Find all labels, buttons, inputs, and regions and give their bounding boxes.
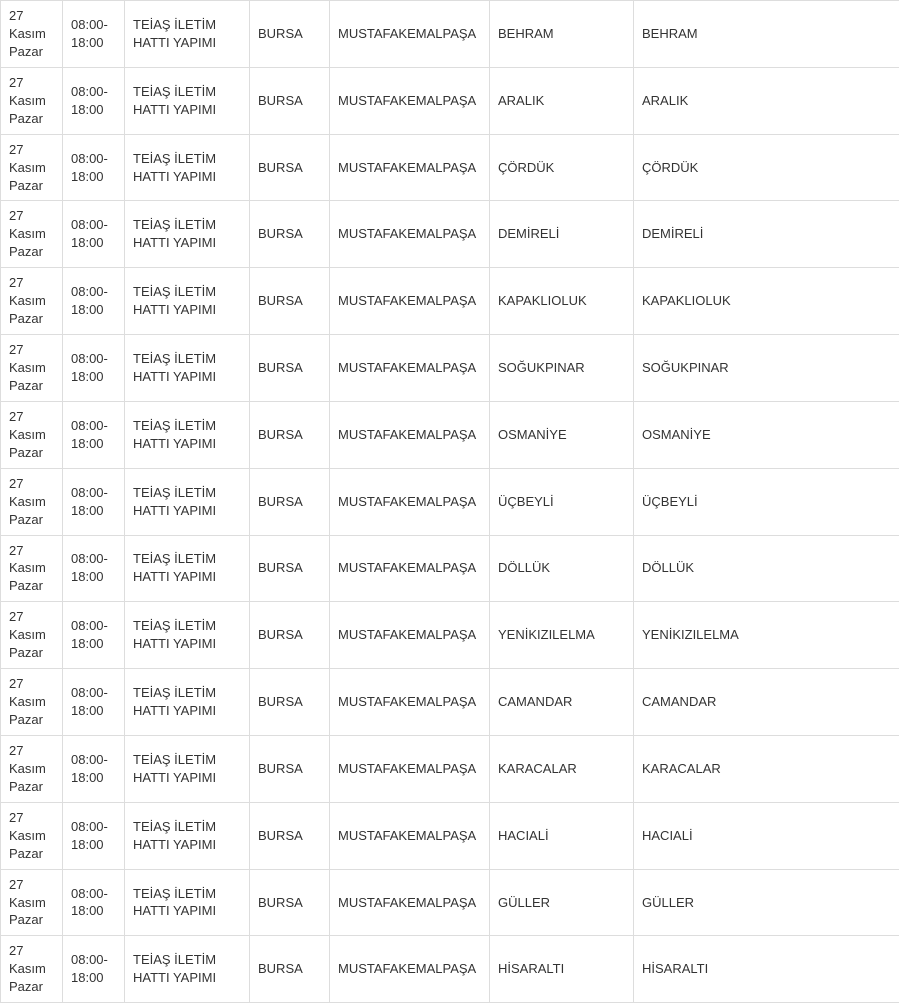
table-cell-city: BURSA bbox=[250, 802, 330, 869]
table-cell-city: BURSA bbox=[250, 735, 330, 802]
table-cell-district: MUSTAFAKEMALPAŞA bbox=[330, 201, 490, 268]
outage-table-body bbox=[1, 1, 899, 1003]
table-cell-date: 27 Kasım Pazar bbox=[1, 401, 63, 468]
table-cell-area: ARALIK bbox=[490, 67, 634, 134]
table-cell-time: 08:00-18:00 bbox=[63, 268, 125, 335]
table-cell-date: 27 Kasım Pazar bbox=[1, 735, 63, 802]
table-cell-area: HİSARALTI bbox=[490, 936, 634, 1003]
table-cell-street: ÇÖRDÜK bbox=[634, 134, 899, 201]
table-cell-date: 27 Kasım Pazar bbox=[1, 335, 63, 402]
table-cell-reason: TEİAŞ İLETİM HATTI YAPIMI bbox=[125, 802, 250, 869]
table-cell-date: 27 Kasım Pazar bbox=[1, 669, 63, 736]
table-cell-street: YENİKIZILELMA bbox=[634, 602, 899, 669]
table-cell-district: MUSTAFAKEMALPAŞA bbox=[330, 468, 490, 535]
table-cell-area: KARACALAR bbox=[490, 735, 634, 802]
table-cell-city: BURSA bbox=[250, 936, 330, 1003]
table-cell-date: 27 Kasım Pazar bbox=[1, 1, 63, 68]
table-cell-district: MUSTAFAKEMALPAŞA bbox=[330, 134, 490, 201]
table-cell-reason: TEİAŞ İLETİM HATTI YAPIMI bbox=[125, 869, 250, 936]
table-cell-reason: TEİAŞ İLETİM HATTI YAPIMI bbox=[125, 134, 250, 201]
table-cell-date: 27 Kasım Pazar bbox=[1, 535, 63, 602]
table-cell-reason: TEİAŞ İLETİM HATTI YAPIMI bbox=[125, 201, 250, 268]
table-cell-district: MUSTAFAKEMALPAŞA bbox=[330, 802, 490, 869]
table-row bbox=[1, 201, 899, 268]
table-row bbox=[1, 602, 899, 669]
table-cell-district: MUSTAFAKEMALPAŞA bbox=[330, 335, 490, 402]
table-cell-district: MUSTAFAKEMALPAŞA bbox=[330, 669, 490, 736]
table-cell-district: MUSTAFAKEMALPAŞA bbox=[330, 535, 490, 602]
table-cell-street: KAPAKLIOLUK bbox=[634, 268, 899, 335]
table-cell-area: ÜÇBEYLİ bbox=[490, 468, 634, 535]
table-cell-street: HACIALİ bbox=[634, 802, 899, 869]
table-cell-city: BURSA bbox=[250, 134, 330, 201]
table-cell-reason: TEİAŞ İLETİM HATTI YAPIMI bbox=[125, 535, 250, 602]
table-row bbox=[1, 67, 899, 134]
table-cell-street: BEHRAM bbox=[634, 1, 899, 68]
table-cell-street: CAMANDAR bbox=[634, 669, 899, 736]
table-cell-date: 27 Kasım Pazar bbox=[1, 468, 63, 535]
table-cell-reason: TEİAŞ İLETİM HATTI YAPIMI bbox=[125, 936, 250, 1003]
table-cell-date: 27 Kasım Pazar bbox=[1, 802, 63, 869]
table-cell-street: DEMİRELİ bbox=[634, 201, 899, 268]
table-cell-date: 27 Kasım Pazar bbox=[1, 67, 63, 134]
table-cell-reason: TEİAŞ İLETİM HATTI YAPIMI bbox=[125, 401, 250, 468]
table-row bbox=[1, 735, 899, 802]
table-cell-area: ÇÖRDÜK bbox=[490, 134, 634, 201]
table-cell-district: MUSTAFAKEMALPAŞA bbox=[330, 936, 490, 1003]
table-cell-reason: TEİAŞ İLETİM HATTI YAPIMI bbox=[125, 669, 250, 736]
table-row bbox=[1, 335, 899, 402]
table-cell-street: ARALIK bbox=[634, 67, 899, 134]
table-cell-time: 08:00-18:00 bbox=[63, 869, 125, 936]
table-cell-district: MUSTAFAKEMALPAŞA bbox=[330, 602, 490, 669]
table-cell-time: 08:00-18:00 bbox=[63, 67, 125, 134]
table-cell-time: 08:00-18:00 bbox=[63, 335, 125, 402]
table-cell-district: MUSTAFAKEMALPAŞA bbox=[330, 1, 490, 68]
table-cell-city: BURSA bbox=[250, 535, 330, 602]
table-cell-street: ÜÇBEYLİ bbox=[634, 468, 899, 535]
table-cell-street: SOĞUKPINAR bbox=[634, 335, 899, 402]
table-cell-district: MUSTAFAKEMALPAŞA bbox=[330, 869, 490, 936]
table-cell-time: 08:00-18:00 bbox=[63, 401, 125, 468]
table-cell-area: DÖLLÜK bbox=[490, 535, 634, 602]
table-cell-district: MUSTAFAKEMALPAŞA bbox=[330, 268, 490, 335]
table-row bbox=[1, 802, 899, 869]
table-cell-city: BURSA bbox=[250, 602, 330, 669]
table-cell-date: 27 Kasım Pazar bbox=[1, 936, 63, 1003]
table-cell-city: BURSA bbox=[250, 401, 330, 468]
table-row bbox=[1, 869, 899, 936]
table-cell-city: BURSA bbox=[250, 67, 330, 134]
table-cell-city: BURSA bbox=[250, 268, 330, 335]
table-cell-city: BURSA bbox=[250, 201, 330, 268]
table-cell-date: 27 Kasım Pazar bbox=[1, 602, 63, 669]
table-row bbox=[1, 669, 899, 736]
table-cell-time: 08:00-18:00 bbox=[63, 669, 125, 736]
table-cell-street: HİSARALTI bbox=[634, 936, 899, 1003]
table-cell-time: 08:00-18:00 bbox=[63, 134, 125, 201]
table-cell-district: MUSTAFAKEMALPAŞA bbox=[330, 735, 490, 802]
table-cell-city: BURSA bbox=[250, 869, 330, 936]
table-cell-reason: TEİAŞ İLETİM HATTI YAPIMI bbox=[125, 1, 250, 68]
table-cell-time: 08:00-18:00 bbox=[63, 735, 125, 802]
table-cell-reason: TEİAŞ İLETİM HATTI YAPIMI bbox=[125, 67, 250, 134]
table-cell-area: HACIALİ bbox=[490, 802, 634, 869]
table-cell-date: 27 Kasım Pazar bbox=[1, 268, 63, 335]
table-cell-reason: TEİAŞ İLETİM HATTI YAPIMI bbox=[125, 468, 250, 535]
table-cell-street: KARACALAR bbox=[634, 735, 899, 802]
table-cell-street: GÜLLER bbox=[634, 869, 899, 936]
table-row bbox=[1, 1, 899, 68]
table-cell-street: OSMANİYE bbox=[634, 401, 899, 468]
table-cell-city: BURSA bbox=[250, 1, 330, 68]
table-cell-time: 08:00-18:00 bbox=[63, 535, 125, 602]
table-cell-district: MUSTAFAKEMALPAŞA bbox=[330, 67, 490, 134]
table-cell-area: GÜLLER bbox=[490, 869, 634, 936]
table-cell-street: DÖLLÜK bbox=[634, 535, 899, 602]
table-cell-city: BURSA bbox=[250, 335, 330, 402]
table-row bbox=[1, 268, 899, 335]
table-cell-time: 08:00-18:00 bbox=[63, 201, 125, 268]
table-cell-area: CAMANDAR bbox=[490, 669, 634, 736]
table-cell-time: 08:00-18:00 bbox=[63, 468, 125, 535]
table-row bbox=[1, 535, 899, 602]
table-cell-area: BEHRAM bbox=[490, 1, 634, 68]
table-cell-reason: TEİAŞ İLETİM HATTI YAPIMI bbox=[125, 268, 250, 335]
table-row bbox=[1, 134, 899, 201]
table-cell-time: 08:00-18:00 bbox=[63, 936, 125, 1003]
table-cell-reason: TEİAŞ İLETİM HATTI YAPIMI bbox=[125, 735, 250, 802]
table-cell-area: KAPAKLIOLUK bbox=[490, 268, 634, 335]
table-cell-time: 08:00-18:00 bbox=[63, 602, 125, 669]
table-row bbox=[1, 401, 899, 468]
table-cell-area: SOĞUKPINAR bbox=[490, 335, 634, 402]
table-cell-area: DEMİRELİ bbox=[490, 201, 634, 268]
table-cell-area: OSMANİYE bbox=[490, 401, 634, 468]
table-cell-area: YENİKIZILELMA bbox=[490, 602, 634, 669]
table-cell-reason: TEİAŞ İLETİM HATTI YAPIMI bbox=[125, 335, 250, 402]
table-cell-date: 27 Kasım Pazar bbox=[1, 201, 63, 268]
table-cell-city: BURSA bbox=[250, 468, 330, 535]
table-cell-district: MUSTAFAKEMALPAŞA bbox=[330, 401, 490, 468]
table-cell-time: 08:00-18:00 bbox=[63, 802, 125, 869]
table-cell-reason: TEİAŞ İLETİM HATTI YAPIMI bbox=[125, 602, 250, 669]
table-cell-time: 08:00-18:00 bbox=[63, 1, 125, 68]
table-cell-date: 27 Kasım Pazar bbox=[1, 134, 63, 201]
table-row bbox=[1, 936, 899, 1003]
table-row bbox=[1, 468, 899, 535]
table-cell-date: 27 Kasım Pazar bbox=[1, 869, 63, 936]
table-cell-city: BURSA bbox=[250, 669, 330, 736]
